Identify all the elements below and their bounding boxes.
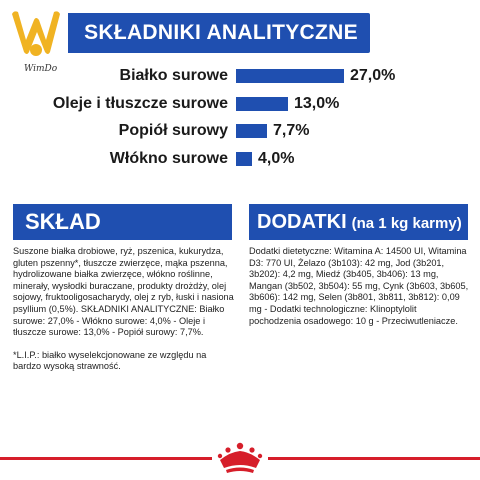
additives-paragraph: Dodatki dietetyczne: Witamina A: 14500 UI, Witamina D3: 770 UI, Żelazo (3b103): 42 mg, Jod (3b201, 3b202): 4,2 mg, Miedź (3b405, 3b406): 13 mg, Mangan (3b502, 3b504): 55 mg, Cynk (3b603, 3b605, 3b606): 142 mg, Selen (3b801, 3b811, 3b812): 0,09 mg - Dodatki technologiczne: Klinoptylolit pochodzenia osadowego: 10 g - Przeciwutleniacze. xyxy=(249,246,469,326)
analytics-label: Popiół surowy xyxy=(118,122,228,139)
analytics-row-fat xyxy=(0,92,480,116)
analytics-row-protein xyxy=(0,64,480,88)
additives-header xyxy=(249,204,468,240)
page-title: SKŁADNIKI ANALITYCZNE xyxy=(84,21,358,44)
additives-title: DODATKI xyxy=(257,211,347,233)
additives-subtitle: (na 1 kg karmy) xyxy=(351,215,462,232)
analytics-value: 27,0% xyxy=(350,67,396,84)
crown-logo-icon xyxy=(214,440,266,476)
analytics-row-ash xyxy=(0,119,480,143)
w-logo-icon xyxy=(8,6,64,62)
analytics-bar xyxy=(236,97,288,111)
composition-header: SKŁAD xyxy=(13,204,232,240)
analytics-row-fibre xyxy=(0,147,480,171)
analytics-label: Oleje i tłuszcze surowe xyxy=(52,95,228,112)
analytics-value: 7,7% xyxy=(273,122,310,139)
composition-text xyxy=(13,246,235,384)
analytics-bar xyxy=(236,69,344,83)
additives-text xyxy=(249,246,471,338)
analytics-label: Białko surowe xyxy=(119,67,228,84)
analytics-value: 4,0% xyxy=(258,150,295,167)
analytics-bar xyxy=(236,152,252,166)
logo-wordmark: WimDo xyxy=(24,64,58,74)
footer-line-right xyxy=(268,457,480,460)
footer-line-left xyxy=(0,457,212,460)
analytics-value: 13,0% xyxy=(294,95,340,112)
composition-footnote: *L.I.P.: białko wyselekcjonowane ze względu na bardzo wysoką strawność. xyxy=(13,349,207,372)
composition-paragraph: Suszone białka drobiowe, ryż, pszenica, kukurydza, gluten pszenny*, tłuszcze zwierzęce, mąka pszenna, hydrolizowane białka zwierzęce, włókno roślinne, minerały, wysłodki buraczane, produkty drożdży, olej sojowy, fruktooligosacharydy, olej z ryb, łuski i nasiona psyllium (0,5%). SKŁADNIKI ANALITYCZNE: Białko surowe: 27,0% - Włókno surowe: 4,0% - Oleje i tłuszcze surowe: 13,0% - Popiół surowy: 7,7%. xyxy=(13,246,234,338)
analytics-label: Włókno surowe xyxy=(109,150,228,167)
analytics-bar xyxy=(236,124,267,138)
